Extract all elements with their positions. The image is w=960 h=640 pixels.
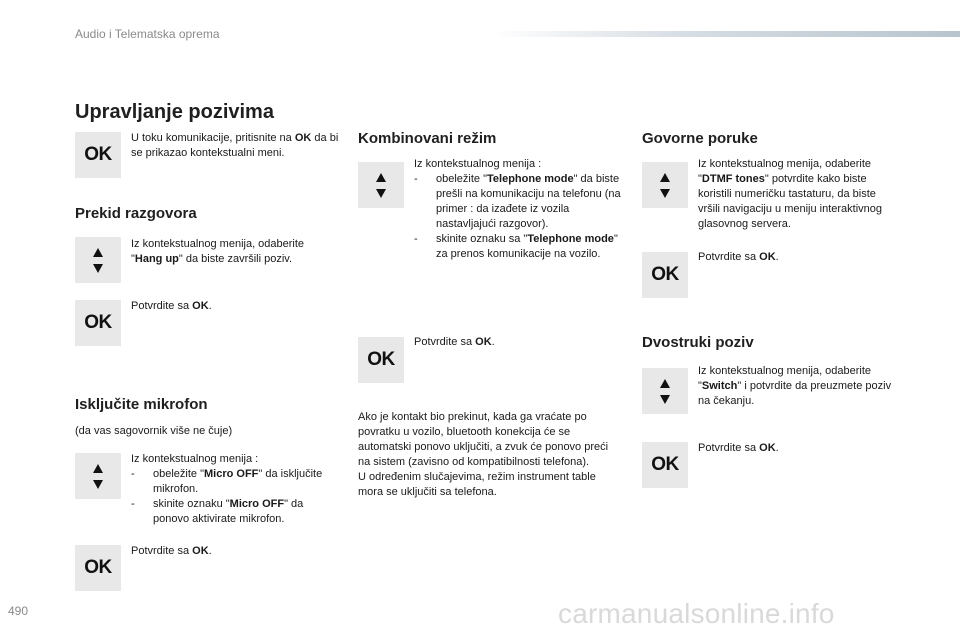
confirm-text: Potvrdite sa OK. <box>131 545 212 557</box>
header-decoration-bar <box>490 31 960 37</box>
prekid-step-text: Iz kontekstualnog menija, odaberite "Hang up" da biste završili poziv. <box>131 238 305 265</box>
section-title-dvostruki: Dvostruki poziv <box>642 334 754 351</box>
list-item: - skinite oznaku "Micro OFF" da ponovo aktivirate mikrofon. <box>131 497 331 527</box>
ok-button-icon: OK <box>642 442 688 488</box>
mikrofon-steps <box>131 467 331 527</box>
list-item: - obeležite "Telephone mode" da biste prešli na komunikaciju na telefonu (na primer : da izađete iz vozila nastavljajući razgovor). <box>414 172 626 232</box>
confirm-text: Potvrdite sa OK. <box>698 442 779 454</box>
ok-button-icon: OK <box>75 300 121 346</box>
ok-button-icon: OK <box>75 545 121 591</box>
list-item: - skinite oznaku sa "Telephone mode" za prenos komunikacije na vozilo. <box>414 232 626 262</box>
section-title-mikrofon: Isključite mikrofon <box>75 396 208 413</box>
mikrofon-intro: Iz kontekstualnog menija : <box>131 453 259 465</box>
intro-text: U toku komunikacije, pritisnite na OK da bi se prikazao kontekstualni meni. <box>131 132 339 159</box>
page-title: Upravljanje pozivima <box>75 101 274 123</box>
confirm-text: Potvrdite sa OK. <box>698 251 779 263</box>
watermark: carmanualsonline.info <box>558 598 835 629</box>
up-down-arrows-icon <box>75 237 121 283</box>
note-paragraph: Ako je kontakt bio prekinut, kada ga vraćate po povratku u vozilo, bluetooth konekcija će se automatski ponovo uključiti, a zvuk će ponovo preći na sistem (zavisno od kompatibilnosti telefona). <box>358 411 609 468</box>
kombinovani-intro: Iz kontekstualnog menija : <box>414 158 542 170</box>
ok-button-icon: OK <box>75 132 121 178</box>
ok-button-icon: OK <box>358 337 404 383</box>
ok-button-icon: OK <box>642 252 688 298</box>
list-item: - obeležite "Micro OFF" da isključite mikrofon. <box>131 467 331 497</box>
dvostruki-step-text: Iz kontekstualnog menija, odaberite "Switch" i potvrdite da preuzmete poziv na čekanju. <box>698 365 892 407</box>
confirm-text: Potvrdite sa OK. <box>131 300 212 312</box>
up-down-arrows-icon <box>642 368 688 414</box>
govorne-step-text: Iz kontekstualnog menija, odaberite "DTMF tones" potvrdite kako biste koristili numeričku tastaturu, da biste vršili navigaciju u meniju interaktivnog glasovnog servera. <box>698 158 883 230</box>
kombinovani-steps <box>414 172 626 262</box>
section-title-govorne: Govorne poruke <box>642 130 758 147</box>
section-title-prekid: Prekid razgovora <box>75 205 197 222</box>
page-number: 490 <box>8 604 29 618</box>
up-down-arrows-icon <box>642 162 688 208</box>
up-down-arrows-icon <box>358 162 404 208</box>
note-paragraph: U određenim slučajevima, režim instrument table mora se uključiti sa telefona. <box>358 471 596 498</box>
section-title-kombinovani: Kombinovani režim <box>358 130 497 147</box>
mikrofon-note: (da vas sagovornik više ne čuje) <box>75 425 233 437</box>
kombinovani-note <box>358 410 620 500</box>
up-down-arrows-icon <box>75 453 121 499</box>
confirm-text: Potvrdite sa OK. <box>414 336 495 348</box>
running-header: Audio i Telematska oprema <box>75 27 220 41</box>
